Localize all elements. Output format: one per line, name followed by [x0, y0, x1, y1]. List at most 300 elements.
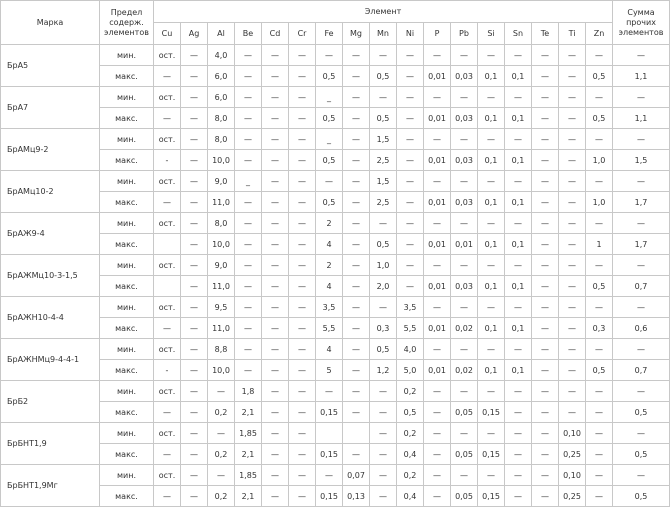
table-cell: 0,3	[586, 318, 613, 339]
table-cell: —	[586, 129, 613, 150]
table-cell: —	[289, 192, 316, 213]
table-cell: —	[262, 213, 289, 234]
table-cell: —	[343, 297, 370, 318]
table-cell: —	[262, 465, 289, 486]
limit-label: мин.	[100, 87, 154, 108]
limit-label: макс.	[100, 108, 154, 129]
table-cell: ост.	[154, 339, 181, 360]
table-cell: 0,2	[208, 402, 235, 423]
header-grade: Марка	[1, 1, 100, 45]
table-cell: 0,01	[451, 234, 478, 255]
table-cell: —	[613, 297, 670, 318]
table-cell: 2	[316, 213, 343, 234]
table-cell: 2,0	[370, 276, 397, 297]
table-cell: —	[289, 423, 316, 444]
table-cell: 1,5	[370, 129, 397, 150]
table-cell: —	[559, 171, 586, 192]
table-cell: 10,0	[208, 150, 235, 171]
table-row	[1, 150, 670, 171]
table-cell: —	[181, 108, 208, 129]
table-cell: 0,1	[478, 192, 505, 213]
header-sum-other: Сумма прочих элементов	[613, 1, 670, 45]
table-row	[1, 234, 670, 255]
table-cell: 10,0	[208, 360, 235, 381]
limit-label: мин.	[100, 255, 154, 276]
table-cell: 11,0	[208, 318, 235, 339]
table-cell: —	[397, 150, 424, 171]
table-cell: 10,0	[208, 234, 235, 255]
table-cell: 6,0	[208, 66, 235, 87]
table-cell: 0,02	[451, 318, 478, 339]
table-cell: —	[559, 66, 586, 87]
alloy-grade: БрАЖНМц9-4-4-1	[1, 339, 100, 381]
table-cell: —	[586, 486, 613, 507]
table-cell: 0,03	[451, 276, 478, 297]
table-cell: 4,0	[208, 45, 235, 66]
table-cell: —	[181, 213, 208, 234]
table-cell: —	[343, 318, 370, 339]
table-cell: —	[262, 318, 289, 339]
table-cell: —	[289, 318, 316, 339]
table-cell: —	[181, 45, 208, 66]
table-cell: 1,5	[370, 171, 397, 192]
table-cell: 0,1	[505, 150, 532, 171]
table-row	[1, 339, 670, 360]
table-cell: 0,5	[586, 108, 613, 129]
table-cell: —	[262, 255, 289, 276]
table-cell: —	[532, 360, 559, 381]
table-cell: —	[559, 402, 586, 423]
table-cell: 0,15	[478, 486, 505, 507]
table-cell: 8,0	[208, 129, 235, 150]
table-cell: —	[505, 45, 532, 66]
table-cell: 0,07	[343, 465, 370, 486]
table-cell: 0,3	[370, 318, 397, 339]
table-cell: 0,1	[478, 66, 505, 87]
table-cell: 0,1	[505, 276, 532, 297]
limit-label: макс.	[100, 444, 154, 465]
table-cell: 0,03	[451, 108, 478, 129]
table-cell: —	[289, 129, 316, 150]
table-cell: —	[181, 129, 208, 150]
table-cell: —	[316, 45, 343, 66]
table-cell: —	[613, 45, 670, 66]
table-cell: 0,10	[559, 423, 586, 444]
table-cell: —	[181, 465, 208, 486]
table-cell: —	[505, 465, 532, 486]
limit-label: мин.	[100, 339, 154, 360]
table-row	[1, 318, 670, 339]
table-cell: —	[235, 213, 262, 234]
table-cell: —	[235, 297, 262, 318]
table-cell: —	[235, 255, 262, 276]
table-cell: —	[235, 150, 262, 171]
table-cell: 2	[316, 255, 343, 276]
alloy-grade: БрА5	[1, 45, 100, 87]
table-row	[1, 381, 670, 402]
header-element: Te	[532, 23, 559, 45]
header-element: Si	[478, 23, 505, 45]
table-cell: —	[181, 486, 208, 507]
table-cell: —	[586, 339, 613, 360]
table-cell: —	[505, 381, 532, 402]
table-cell: —	[451, 213, 478, 234]
table-cell: —	[289, 381, 316, 402]
table-row	[1, 129, 670, 150]
table-cell: —	[343, 444, 370, 465]
table-cell: 0,5	[316, 108, 343, 129]
table-cell: —	[559, 129, 586, 150]
table-cell: 0,5	[370, 339, 397, 360]
table-cell: 0,03	[451, 150, 478, 171]
table-cell: —	[289, 465, 316, 486]
header-element: Cd	[262, 23, 289, 45]
table-cell: —	[559, 108, 586, 129]
table-cell: ост.	[154, 297, 181, 318]
table-cell: —	[262, 276, 289, 297]
table-row	[1, 360, 670, 381]
table-row	[1, 255, 670, 276]
header-element: Sn	[505, 23, 532, 45]
table-cell: 1,0	[370, 255, 397, 276]
table-cell: 3,5	[397, 297, 424, 318]
table-cell: 5	[316, 360, 343, 381]
table-cell: —	[586, 213, 613, 234]
table-cell: —	[397, 45, 424, 66]
table-cell: —	[505, 423, 532, 444]
table-cell: —	[181, 423, 208, 444]
table-cell: 0,2	[208, 486, 235, 507]
table-cell: 1,0	[586, 150, 613, 171]
table-cell: 0,1	[478, 318, 505, 339]
table-cell: _	[316, 87, 343, 108]
table-cell: —	[235, 234, 262, 255]
table-cell: 0,25	[559, 486, 586, 507]
table-cell: 0,6	[613, 318, 670, 339]
table-cell: —	[478, 45, 505, 66]
table-cell: —	[586, 45, 613, 66]
table-cell: —	[370, 45, 397, 66]
table-cell: —	[154, 108, 181, 129]
table-cell: 9,0	[208, 255, 235, 276]
table-cell: —	[451, 129, 478, 150]
table-cell: 6,0	[208, 87, 235, 108]
table-cell: —	[235, 276, 262, 297]
table-cell: —	[262, 87, 289, 108]
table-cell: —	[181, 66, 208, 87]
table-cell: —	[262, 45, 289, 66]
table-cell: —	[586, 297, 613, 318]
table-cell: 0,4	[397, 486, 424, 507]
table-cell: —	[586, 402, 613, 423]
table-cell: —	[289, 444, 316, 465]
table-cell: —	[559, 45, 586, 66]
table-cell: —	[613, 213, 670, 234]
table-cell	[316, 423, 343, 444]
alloy-grade: БрАМц9-2	[1, 129, 100, 171]
table-cell: —	[343, 339, 370, 360]
table-cell: 0,25	[559, 444, 586, 465]
table-cell: —	[208, 381, 235, 402]
table-cell: 9,0	[208, 171, 235, 192]
table-cell: —	[181, 171, 208, 192]
table-cell: 1,5	[613, 150, 670, 171]
table-cell: 8,0	[208, 213, 235, 234]
table-cell: 11,0	[208, 276, 235, 297]
table-cell: —	[262, 402, 289, 423]
header-row-group	[1, 1, 670, 23]
table-cell: 0,1	[478, 360, 505, 381]
table-row	[1, 87, 670, 108]
table-cell: —	[532, 486, 559, 507]
table-cell: —	[613, 129, 670, 150]
table-cell: —	[424, 339, 451, 360]
table-cell: ост.	[154, 129, 181, 150]
table-cell: 0,5	[586, 66, 613, 87]
table-row	[1, 108, 670, 129]
table-cell: —	[586, 465, 613, 486]
table-cell: —	[343, 45, 370, 66]
table-cell: 0,2	[397, 465, 424, 486]
table-cell: —	[532, 381, 559, 402]
table-cell: —	[478, 339, 505, 360]
table-cell: —	[235, 192, 262, 213]
table-cell: —	[181, 360, 208, 381]
table-cell: —	[397, 66, 424, 87]
table-cell: —	[424, 129, 451, 150]
table-row	[1, 402, 670, 423]
table-cell: —	[289, 108, 316, 129]
table-cell: 2,1	[235, 486, 262, 507]
table-cell: —	[586, 444, 613, 465]
table-cell: —	[262, 297, 289, 318]
table-cell: 2,5	[370, 150, 397, 171]
table-cell: —	[613, 465, 670, 486]
table-cell: —	[343, 381, 370, 402]
table-cell: —	[532, 213, 559, 234]
table-cell: 1,0	[586, 192, 613, 213]
limit-label: мин.	[100, 45, 154, 66]
table-cell: —	[397, 276, 424, 297]
table-cell: —	[505, 255, 532, 276]
table-cell: —	[262, 381, 289, 402]
table-cell: —	[532, 66, 559, 87]
table-cell: 0,01	[424, 150, 451, 171]
header-element: Al	[208, 23, 235, 45]
table-cell: —	[343, 150, 370, 171]
table-cell: —	[505, 297, 532, 318]
table-row	[1, 486, 670, 507]
table-row	[1, 276, 670, 297]
table-cell: —	[181, 276, 208, 297]
table-cell: —	[154, 192, 181, 213]
table-cell: —	[559, 87, 586, 108]
table-cell: —	[181, 444, 208, 465]
table-cell: —	[343, 360, 370, 381]
table-cell: —	[289, 276, 316, 297]
table-cell: —	[262, 192, 289, 213]
limit-label: макс.	[100, 66, 154, 87]
table-cell: —	[532, 444, 559, 465]
limit-label: мин.	[100, 465, 154, 486]
table-cell: 0,4	[397, 444, 424, 465]
table-cell: —	[181, 402, 208, 423]
table-cell: —	[451, 255, 478, 276]
table-cell: 0,02	[451, 360, 478, 381]
alloy-grade: БрА7	[1, 87, 100, 129]
table-cell: _	[235, 171, 262, 192]
table-cell: 2,1	[235, 402, 262, 423]
table-cell: —	[370, 423, 397, 444]
table-cell: —	[505, 486, 532, 507]
table-cell: 0,15	[316, 486, 343, 507]
table-cell: —	[208, 465, 235, 486]
table-cell: —	[559, 192, 586, 213]
table-cell: ост.	[154, 87, 181, 108]
table-cell: —	[451, 381, 478, 402]
limit-label: мин.	[100, 297, 154, 318]
table-cell: —	[559, 150, 586, 171]
table-cell: —	[559, 297, 586, 318]
alloy-grade: БрБНТ1,9	[1, 423, 100, 465]
table-cell: —	[586, 423, 613, 444]
table-cell: —	[478, 255, 505, 276]
table-cell: 3,5	[316, 297, 343, 318]
table-cell: —	[154, 402, 181, 423]
table-cell: —	[289, 486, 316, 507]
alloy-grade: БрАЖН10-4-4	[1, 297, 100, 339]
table-cell: —	[559, 339, 586, 360]
table-cell: —	[532, 129, 559, 150]
table-cell: 0,03	[451, 192, 478, 213]
table-cell: —	[559, 276, 586, 297]
table-cell: —	[532, 297, 559, 318]
table-cell: —	[424, 255, 451, 276]
table-cell	[343, 423, 370, 444]
table-cell: 1,1	[613, 66, 670, 87]
table-cell: —	[262, 129, 289, 150]
table-cell: —	[289, 87, 316, 108]
table-cell: —	[289, 297, 316, 318]
table-cell: —	[505, 402, 532, 423]
table-cell: —	[424, 423, 451, 444]
table-cell: —	[532, 150, 559, 171]
table-cell: —	[424, 171, 451, 192]
table-cell: 8,0	[208, 108, 235, 129]
table-cell: —	[505, 213, 532, 234]
table-cell: 11,0	[208, 192, 235, 213]
limit-label: макс.	[100, 192, 154, 213]
table-cell: 2,1	[235, 444, 262, 465]
table-cell: 0,2	[397, 381, 424, 402]
limit-label: макс.	[100, 318, 154, 339]
limit-label: макс.	[100, 150, 154, 171]
limit-label: макс.	[100, 234, 154, 255]
header-element: Ag	[181, 23, 208, 45]
table-row	[1, 444, 670, 465]
table-cell: —	[262, 486, 289, 507]
table-row	[1, 192, 670, 213]
table-cell: —	[262, 66, 289, 87]
table-cell: —	[451, 423, 478, 444]
table-cell: 0,1	[505, 234, 532, 255]
table-cell: —	[289, 171, 316, 192]
header-element: Zn	[586, 23, 613, 45]
table-row	[1, 213, 670, 234]
table-cell: —	[181, 297, 208, 318]
table-cell: —	[478, 297, 505, 318]
table-cell: —	[181, 192, 208, 213]
table-cell: 1	[586, 234, 613, 255]
header-element: Mn	[370, 23, 397, 45]
table-cell: —	[478, 465, 505, 486]
table-cell: —	[370, 444, 397, 465]
table-cell: —	[262, 108, 289, 129]
table-cell: —	[289, 213, 316, 234]
table-cell: 0,1	[505, 360, 532, 381]
table-cell: —	[343, 171, 370, 192]
table-cell: —	[478, 423, 505, 444]
table-cell: —	[289, 255, 316, 276]
limit-label: макс.	[100, 402, 154, 423]
header-element: Fe	[316, 23, 343, 45]
table-cell: —	[505, 129, 532, 150]
table-cell: —	[451, 339, 478, 360]
table-cell: —	[370, 402, 397, 423]
table-cell: 1,85	[235, 423, 262, 444]
table-cell: —	[370, 297, 397, 318]
table-cell: 4	[316, 234, 343, 255]
table-cell: —	[532, 339, 559, 360]
table-cell: —	[532, 318, 559, 339]
table-cell: 0,5	[613, 402, 670, 423]
table-row	[1, 297, 670, 318]
table-cell: —	[478, 213, 505, 234]
table-cell: —	[397, 87, 424, 108]
table-cell: —	[559, 318, 586, 339]
table-cell: —	[262, 444, 289, 465]
table-cell: —	[262, 150, 289, 171]
table-cell: —	[343, 213, 370, 234]
table-cell: —	[532, 276, 559, 297]
table-cell: —	[613, 423, 670, 444]
table-cell: —	[235, 339, 262, 360]
table-row	[1, 45, 670, 66]
table-cell: 0,01	[424, 234, 451, 255]
table-cell: —	[559, 213, 586, 234]
header-element: Mg	[343, 23, 370, 45]
table-cell: —	[289, 360, 316, 381]
table-cell: —	[586, 87, 613, 108]
table-cell: 0,01	[424, 66, 451, 87]
table-cell: —	[424, 486, 451, 507]
table-cell: 0,5	[613, 486, 670, 507]
table-cell: —	[451, 87, 478, 108]
table-cell: —	[370, 465, 397, 486]
table-cell: —	[478, 129, 505, 150]
table-cell: —	[370, 486, 397, 507]
table-cell: 0,1	[478, 276, 505, 297]
table-cell: —	[532, 465, 559, 486]
table-cell: 0,13	[343, 486, 370, 507]
limit-label: мин.	[100, 381, 154, 402]
table-cell: —	[505, 444, 532, 465]
table-cell: —	[154, 66, 181, 87]
table-cell: —	[262, 339, 289, 360]
table-row	[1, 171, 670, 192]
table-cell: 0,5	[586, 360, 613, 381]
table-cell: —	[532, 255, 559, 276]
